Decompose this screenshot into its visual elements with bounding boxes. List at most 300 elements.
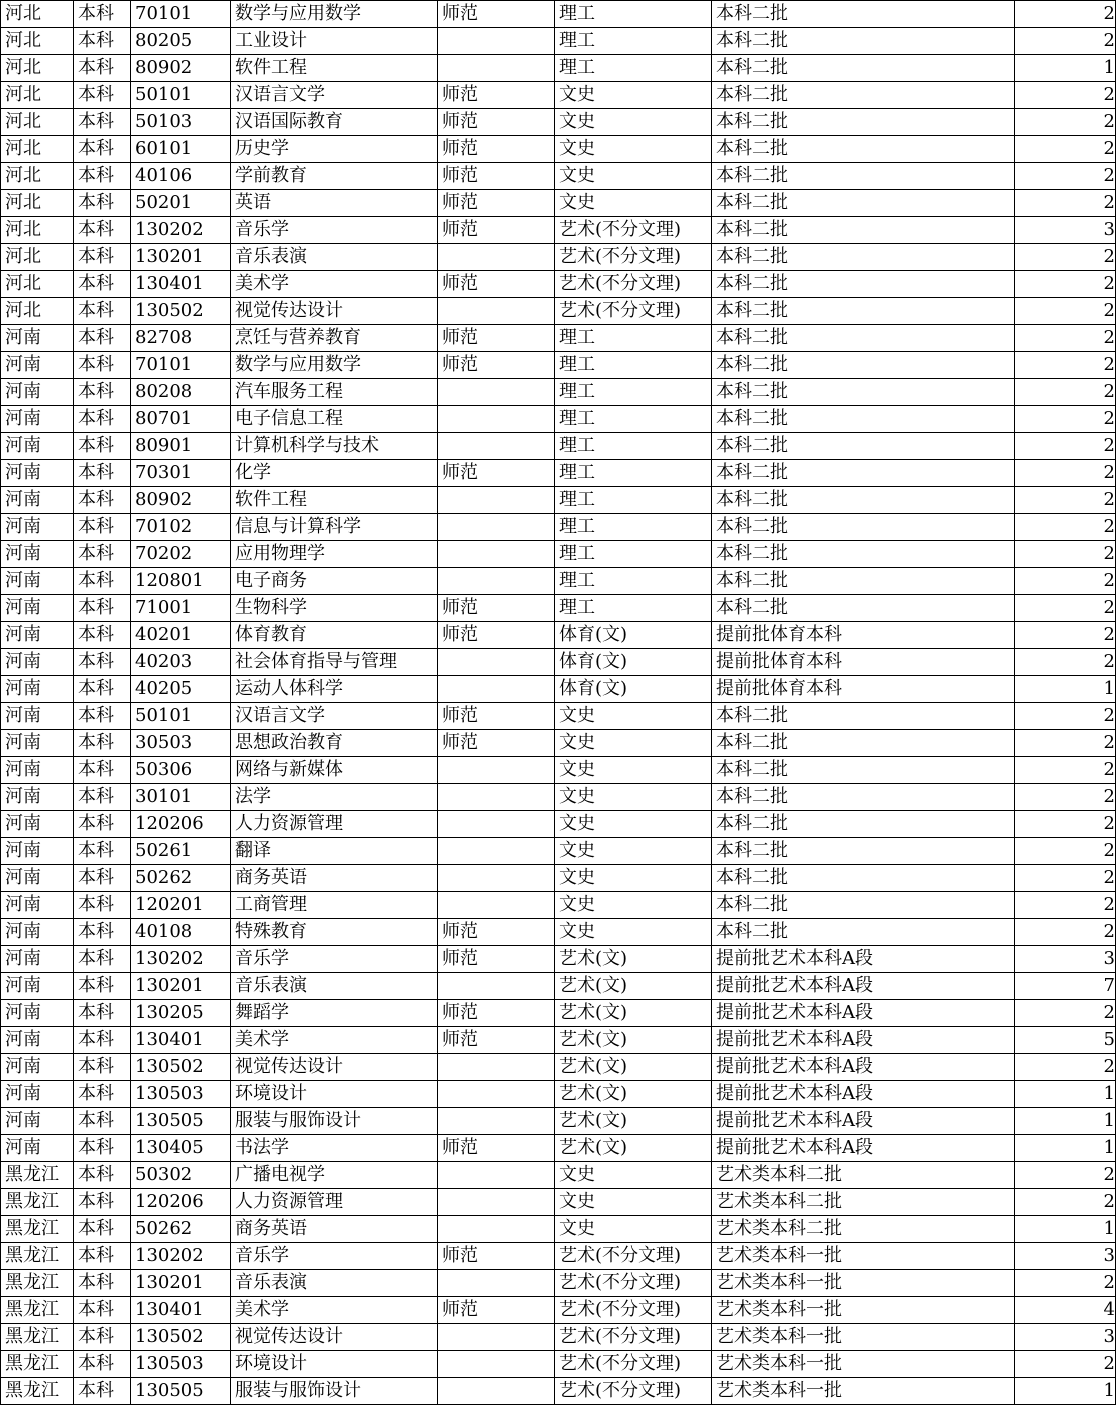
normal-tag-cell: 师范 xyxy=(438,217,555,244)
province-cell: 河南 xyxy=(1,595,74,622)
subject-category-cell: 艺术(文) xyxy=(555,1135,712,1162)
admission-batch-cell: 本科二批 xyxy=(712,892,1015,919)
major-code-cell: 80902 xyxy=(131,55,231,82)
subject-category-cell: 文史 xyxy=(555,892,712,919)
province-cell: 黑龙江 xyxy=(1,1378,74,1405)
normal-tag-cell xyxy=(438,1216,555,1243)
normal-tag-cell: 师范 xyxy=(438,919,555,946)
plan-count-cell: 2 xyxy=(1015,163,1116,190)
normal-tag-cell: 师范 xyxy=(438,190,555,217)
province-cell: 河南 xyxy=(1,1027,74,1054)
normal-tag-cell: 师范 xyxy=(438,946,555,973)
level-cell: 本科 xyxy=(74,379,131,406)
province-cell: 河南 xyxy=(1,1081,74,1108)
subject-category-cell: 艺术(文) xyxy=(555,1027,712,1054)
admission-batch-cell: 本科二批 xyxy=(712,460,1015,487)
major-code-cell: 130401 xyxy=(131,271,231,298)
subject-category-cell: 理工 xyxy=(555,514,712,541)
plan-count-cell: 2 xyxy=(1015,1054,1116,1081)
major-name-cell: 环境设计 xyxy=(231,1351,438,1378)
table-row xyxy=(1,1054,1116,1081)
major-code-cell: 130505 xyxy=(131,1108,231,1135)
table-row xyxy=(1,190,1116,217)
subject-category-cell: 文史 xyxy=(555,919,712,946)
major-code-cell: 30101 xyxy=(131,784,231,811)
plan-count-cell: 2 xyxy=(1015,811,1116,838)
major-name-cell: 视觉传达设计 xyxy=(231,1324,438,1351)
subject-category-cell: 艺术(不分文理) xyxy=(555,1270,712,1297)
admission-batch-cell: 艺术类本科二批 xyxy=(712,1216,1015,1243)
level-cell: 本科 xyxy=(74,1081,131,1108)
normal-tag-cell: 师范 xyxy=(438,595,555,622)
plan-count-cell: 2 xyxy=(1015,298,1116,325)
table-row xyxy=(1,217,1116,244)
plan-count-cell: 3 xyxy=(1015,1243,1116,1270)
level-cell: 本科 xyxy=(74,568,131,595)
major-code-cell: 130401 xyxy=(131,1297,231,1324)
normal-tag-cell: 师范 xyxy=(438,1027,555,1054)
subject-category-cell: 艺术(文) xyxy=(555,1000,712,1027)
province-cell: 河北 xyxy=(1,55,74,82)
plan-count-cell: 2 xyxy=(1015,109,1116,136)
plan-count-cell: 2 xyxy=(1015,406,1116,433)
major-code-cell: 50103 xyxy=(131,109,231,136)
major-code-cell: 80901 xyxy=(131,433,231,460)
major-code-cell: 40203 xyxy=(131,649,231,676)
table-row xyxy=(1,784,1116,811)
subject-category-cell: 艺术(文) xyxy=(555,1108,712,1135)
major-code-cell: 130205 xyxy=(131,1000,231,1027)
province-cell: 河南 xyxy=(1,1000,74,1027)
major-name-cell: 软件工程 xyxy=(231,55,438,82)
level-cell: 本科 xyxy=(74,595,131,622)
admission-batch-cell: 本科二批 xyxy=(712,838,1015,865)
admission-batch-cell: 本科二批 xyxy=(712,487,1015,514)
admission-batch-cell: 提前批体育本科 xyxy=(712,649,1015,676)
major-code-cell: 130502 xyxy=(131,1324,231,1351)
major-code-cell: 71001 xyxy=(131,595,231,622)
major-code-cell: 130503 xyxy=(131,1351,231,1378)
major-name-cell: 汽车服务工程 xyxy=(231,379,438,406)
subject-category-cell: 文史 xyxy=(555,1189,712,1216)
level-cell: 本科 xyxy=(74,730,131,757)
admission-batch-cell: 提前批艺术本科A段 xyxy=(712,946,1015,973)
admission-batch-cell: 本科二批 xyxy=(712,919,1015,946)
province-cell: 河南 xyxy=(1,433,74,460)
major-code-cell: 50201 xyxy=(131,190,231,217)
normal-tag-cell xyxy=(438,514,555,541)
major-code-cell: 50262 xyxy=(131,865,231,892)
admission-batch-cell: 本科二批 xyxy=(712,325,1015,352)
normal-tag-cell: 师范 xyxy=(438,622,555,649)
plan-count-cell: 2 xyxy=(1015,379,1116,406)
major-code-cell: 120801 xyxy=(131,568,231,595)
table-row xyxy=(1,1,1116,28)
major-name-cell: 美术学 xyxy=(231,1297,438,1324)
major-name-cell: 环境设计 xyxy=(231,1081,438,1108)
admission-batch-cell: 本科二批 xyxy=(712,568,1015,595)
table-row xyxy=(1,1189,1116,1216)
table-row xyxy=(1,1162,1116,1189)
major-name-cell: 生物科学 xyxy=(231,595,438,622)
admission-batch-cell: 提前批艺术本科A段 xyxy=(712,1054,1015,1081)
major-code-cell: 70202 xyxy=(131,541,231,568)
province-cell: 河南 xyxy=(1,1108,74,1135)
admission-batch-cell: 本科二批 xyxy=(712,82,1015,109)
subject-category-cell: 艺术(不分文理) xyxy=(555,217,712,244)
plan-count-cell: 2 xyxy=(1015,28,1116,55)
plan-count-cell: 3 xyxy=(1015,946,1116,973)
level-cell: 本科 xyxy=(74,1216,131,1243)
level-cell: 本科 xyxy=(74,163,131,190)
table-row xyxy=(1,514,1116,541)
major-name-cell: 视觉传达设计 xyxy=(231,298,438,325)
subject-category-cell: 理工 xyxy=(555,55,712,82)
subject-category-cell: 艺术(文) xyxy=(555,1081,712,1108)
subject-category-cell: 文史 xyxy=(555,190,712,217)
level-cell: 本科 xyxy=(74,352,131,379)
major-code-cell: 130201 xyxy=(131,244,231,271)
major-name-cell: 运动人体科学 xyxy=(231,676,438,703)
plan-count-cell: 3 xyxy=(1015,217,1116,244)
province-cell: 河北 xyxy=(1,109,74,136)
major-name-cell: 翻译 xyxy=(231,838,438,865)
plan-count-cell: 1 xyxy=(1015,1378,1116,1405)
subject-category-cell: 艺术(文) xyxy=(555,946,712,973)
province-cell: 黑龙江 xyxy=(1,1189,74,1216)
major-name-cell: 音乐学 xyxy=(231,1243,438,1270)
table-row xyxy=(1,757,1116,784)
admission-batch-cell: 提前批体育本科 xyxy=(712,622,1015,649)
major-code-cell: 120206 xyxy=(131,1189,231,1216)
major-name-cell: 电子信息工程 xyxy=(231,406,438,433)
subject-category-cell: 艺术(不分文理) xyxy=(555,1378,712,1405)
table-row xyxy=(1,1081,1116,1108)
table-row xyxy=(1,1270,1116,1297)
level-cell: 本科 xyxy=(74,622,131,649)
subject-category-cell: 艺术(不分文理) xyxy=(555,1297,712,1324)
normal-tag-cell xyxy=(438,379,555,406)
subject-category-cell: 文史 xyxy=(555,136,712,163)
table-row xyxy=(1,271,1116,298)
admission-batch-cell: 本科二批 xyxy=(712,136,1015,163)
normal-tag-cell xyxy=(438,838,555,865)
plan-count-cell: 2 xyxy=(1015,325,1116,352)
major-name-cell: 商务英语 xyxy=(231,865,438,892)
major-name-cell: 音乐学 xyxy=(231,946,438,973)
plan-count-cell: 2 xyxy=(1015,1162,1116,1189)
major-name-cell: 数学与应用数学 xyxy=(231,1,438,28)
admission-batch-cell: 本科二批 xyxy=(712,406,1015,433)
major-name-cell: 广播电视学 xyxy=(231,1162,438,1189)
admission-batch-cell: 艺术类本科一批 xyxy=(712,1378,1015,1405)
province-cell: 河北 xyxy=(1,1,74,28)
subject-category-cell: 理工 xyxy=(555,1,712,28)
major-code-cell: 130505 xyxy=(131,1378,231,1405)
level-cell: 本科 xyxy=(74,1297,131,1324)
normal-tag-cell xyxy=(438,811,555,838)
subject-category-cell: 体育(文) xyxy=(555,622,712,649)
subject-category-cell: 理工 xyxy=(555,379,712,406)
table-row xyxy=(1,406,1116,433)
level-cell: 本科 xyxy=(74,1162,131,1189)
province-cell: 河南 xyxy=(1,487,74,514)
normal-tag-cell xyxy=(438,865,555,892)
plan-count-cell: 1 xyxy=(1015,1108,1116,1135)
province-cell: 黑龙江 xyxy=(1,1351,74,1378)
level-cell: 本科 xyxy=(74,136,131,163)
admission-batch-cell: 本科二批 xyxy=(712,28,1015,55)
level-cell: 本科 xyxy=(74,325,131,352)
major-name-cell: 人力资源管理 xyxy=(231,811,438,838)
level-cell: 本科 xyxy=(74,433,131,460)
province-cell: 河南 xyxy=(1,811,74,838)
normal-tag-cell xyxy=(438,1054,555,1081)
table-row xyxy=(1,919,1116,946)
admission-batch-cell: 本科二批 xyxy=(712,433,1015,460)
level-cell: 本科 xyxy=(74,919,131,946)
major-code-cell: 130401 xyxy=(131,1027,231,1054)
level-cell: 本科 xyxy=(74,1027,131,1054)
major-code-cell: 130202 xyxy=(131,946,231,973)
normal-tag-cell: 师范 xyxy=(438,1,555,28)
province-cell: 河北 xyxy=(1,163,74,190)
province-cell: 黑龙江 xyxy=(1,1162,74,1189)
subject-category-cell: 文史 xyxy=(555,757,712,784)
subject-category-cell: 文史 xyxy=(555,784,712,811)
major-code-cell: 130405 xyxy=(131,1135,231,1162)
province-cell: 河北 xyxy=(1,28,74,55)
subject-category-cell: 文史 xyxy=(555,703,712,730)
plan-count-cell: 2 xyxy=(1015,1270,1116,1297)
major-code-cell: 40106 xyxy=(131,163,231,190)
table-row xyxy=(1,379,1116,406)
admission-batch-cell: 本科二批 xyxy=(712,298,1015,325)
plan-count-cell: 2 xyxy=(1015,595,1116,622)
major-name-cell: 工业设计 xyxy=(231,28,438,55)
table-row xyxy=(1,1000,1116,1027)
subject-category-cell: 理工 xyxy=(555,568,712,595)
province-cell: 河南 xyxy=(1,973,74,1000)
level-cell: 本科 xyxy=(74,271,131,298)
major-name-cell: 视觉传达设计 xyxy=(231,1054,438,1081)
province-cell: 河南 xyxy=(1,757,74,784)
table-row xyxy=(1,325,1116,352)
plan-count-cell: 1 xyxy=(1015,1216,1116,1243)
table-row xyxy=(1,109,1116,136)
plan-count-cell: 2 xyxy=(1015,433,1116,460)
plan-count-cell: 1 xyxy=(1015,676,1116,703)
province-cell: 河南 xyxy=(1,622,74,649)
province-cell: 黑龙江 xyxy=(1,1216,74,1243)
major-name-cell: 网络与新媒体 xyxy=(231,757,438,784)
province-cell: 河南 xyxy=(1,838,74,865)
province-cell: 河南 xyxy=(1,649,74,676)
admission-batch-cell: 本科二批 xyxy=(712,595,1015,622)
plan-count-cell: 2 xyxy=(1015,892,1116,919)
table-row xyxy=(1,946,1116,973)
plan-count-cell: 2 xyxy=(1015,136,1116,163)
admission-batch-cell: 提前批艺术本科A段 xyxy=(712,1135,1015,1162)
level-cell: 本科 xyxy=(74,406,131,433)
normal-tag-cell: 师范 xyxy=(438,352,555,379)
subject-category-cell: 文史 xyxy=(555,865,712,892)
admission-batch-cell: 本科二批 xyxy=(712,757,1015,784)
admission-batch-cell: 本科二批 xyxy=(712,730,1015,757)
plan-count-cell: 2 xyxy=(1015,190,1116,217)
major-code-cell: 80902 xyxy=(131,487,231,514)
level-cell: 本科 xyxy=(74,28,131,55)
subject-category-cell: 艺术(文) xyxy=(555,1054,712,1081)
plan-count-cell: 2 xyxy=(1015,757,1116,784)
normal-tag-cell xyxy=(438,1378,555,1405)
major-name-cell: 人力资源管理 xyxy=(231,1189,438,1216)
normal-tag-cell xyxy=(438,1108,555,1135)
major-name-cell: 烹饪与营养教育 xyxy=(231,325,438,352)
normal-tag-cell xyxy=(438,28,555,55)
level-cell: 本科 xyxy=(74,1351,131,1378)
plan-count-cell: 2 xyxy=(1015,1,1116,28)
table-row xyxy=(1,568,1116,595)
major-code-cell: 80208 xyxy=(131,379,231,406)
plan-count-cell: 2 xyxy=(1015,271,1116,298)
admission-batch-cell: 艺术类本科一批 xyxy=(712,1297,1015,1324)
province-cell: 河北 xyxy=(1,82,74,109)
normal-tag-cell: 师范 xyxy=(438,271,555,298)
level-cell: 本科 xyxy=(74,109,131,136)
major-code-cell: 80701 xyxy=(131,406,231,433)
major-name-cell: 工商管理 xyxy=(231,892,438,919)
table-row xyxy=(1,838,1116,865)
plan-count-cell: 2 xyxy=(1015,460,1116,487)
major-code-cell: 50262 xyxy=(131,1216,231,1243)
level-cell: 本科 xyxy=(74,82,131,109)
plan-count-cell: 2 xyxy=(1015,622,1116,649)
major-code-cell: 30503 xyxy=(131,730,231,757)
normal-tag-cell xyxy=(438,1189,555,1216)
normal-tag-cell xyxy=(438,1162,555,1189)
major-name-cell: 软件工程 xyxy=(231,487,438,514)
major-code-cell: 70101 xyxy=(131,352,231,379)
normal-tag-cell: 师范 xyxy=(438,109,555,136)
normal-tag-cell xyxy=(438,244,555,271)
normal-tag-cell: 师范 xyxy=(438,730,555,757)
plan-count-cell: 2 xyxy=(1015,514,1116,541)
subject-category-cell: 理工 xyxy=(555,595,712,622)
plan-count-cell: 2 xyxy=(1015,487,1116,514)
normal-tag-cell xyxy=(438,406,555,433)
major-name-cell: 体育教育 xyxy=(231,622,438,649)
province-cell: 河北 xyxy=(1,190,74,217)
table-row xyxy=(1,163,1116,190)
subject-category-cell: 理工 xyxy=(555,325,712,352)
normal-tag-cell xyxy=(438,1081,555,1108)
subject-category-cell: 理工 xyxy=(555,28,712,55)
table-row xyxy=(1,622,1116,649)
plan-count-cell: 2 xyxy=(1015,1351,1116,1378)
major-code-cell: 60101 xyxy=(131,136,231,163)
table-row xyxy=(1,676,1116,703)
normal-tag-cell: 师范 xyxy=(438,82,555,109)
major-code-cell: 130502 xyxy=(131,1054,231,1081)
province-cell: 河南 xyxy=(1,1054,74,1081)
plan-count-cell: 1 xyxy=(1015,1135,1116,1162)
level-cell: 本科 xyxy=(74,865,131,892)
table-row xyxy=(1,1297,1116,1324)
major-name-cell: 电子商务 xyxy=(231,568,438,595)
major-code-cell: 82708 xyxy=(131,325,231,352)
subject-category-cell: 文史 xyxy=(555,1216,712,1243)
level-cell: 本科 xyxy=(74,55,131,82)
normal-tag-cell xyxy=(438,1351,555,1378)
subject-category-cell: 理工 xyxy=(555,406,712,433)
normal-tag-cell: 师范 xyxy=(438,1243,555,1270)
normal-tag-cell: 师范 xyxy=(438,1135,555,1162)
plan-count-cell: 2 xyxy=(1015,352,1116,379)
admission-batch-cell: 本科二批 xyxy=(712,784,1015,811)
level-cell: 本科 xyxy=(74,1108,131,1135)
admission-batch-cell: 本科二批 xyxy=(712,811,1015,838)
plan-count-cell: 2 xyxy=(1015,919,1116,946)
level-cell: 本科 xyxy=(74,1135,131,1162)
major-code-cell: 70101 xyxy=(131,1,231,28)
major-name-cell: 数学与应用数学 xyxy=(231,352,438,379)
major-code-cell: 130202 xyxy=(131,217,231,244)
major-code-cell: 130202 xyxy=(131,1243,231,1270)
major-code-cell: 40201 xyxy=(131,622,231,649)
subject-category-cell: 文史 xyxy=(555,82,712,109)
province-cell: 河南 xyxy=(1,919,74,946)
admission-batch-cell: 本科二批 xyxy=(712,163,1015,190)
major-code-cell: 40205 xyxy=(131,676,231,703)
table-row xyxy=(1,595,1116,622)
province-cell: 河南 xyxy=(1,514,74,541)
plan-count-cell: 1 xyxy=(1015,55,1116,82)
normal-tag-cell: 师范 xyxy=(438,163,555,190)
major-code-cell: 120201 xyxy=(131,892,231,919)
admission-batch-cell: 艺术类本科一批 xyxy=(712,1324,1015,1351)
major-name-cell: 汉语言文学 xyxy=(231,82,438,109)
normal-tag-cell xyxy=(438,973,555,1000)
subject-category-cell: 艺术(不分文理) xyxy=(555,1351,712,1378)
province-cell: 河南 xyxy=(1,730,74,757)
plan-count-cell: 1 xyxy=(1015,1081,1116,1108)
admission-batch-cell: 提前批艺术本科A段 xyxy=(712,1000,1015,1027)
major-name-cell: 英语 xyxy=(231,190,438,217)
province-cell: 河南 xyxy=(1,703,74,730)
level-cell: 本科 xyxy=(74,541,131,568)
province-cell: 河南 xyxy=(1,946,74,973)
province-cell: 黑龙江 xyxy=(1,1297,74,1324)
level-cell: 本科 xyxy=(74,1324,131,1351)
province-cell: 河南 xyxy=(1,676,74,703)
major-name-cell: 音乐学 xyxy=(231,217,438,244)
level-cell: 本科 xyxy=(74,784,131,811)
subject-category-cell: 艺术(不分文理) xyxy=(555,1243,712,1270)
table-row xyxy=(1,892,1116,919)
level-cell: 本科 xyxy=(74,757,131,784)
table-row xyxy=(1,865,1116,892)
table-row xyxy=(1,433,1116,460)
plan-count-cell: 2 xyxy=(1015,82,1116,109)
table-row xyxy=(1,55,1116,82)
major-code-cell: 50101 xyxy=(131,82,231,109)
subject-category-cell: 文史 xyxy=(555,730,712,757)
subject-category-cell: 艺术(不分文理) xyxy=(555,298,712,325)
major-code-cell: 130502 xyxy=(131,298,231,325)
level-cell: 本科 xyxy=(74,487,131,514)
level-cell: 本科 xyxy=(74,1378,131,1405)
